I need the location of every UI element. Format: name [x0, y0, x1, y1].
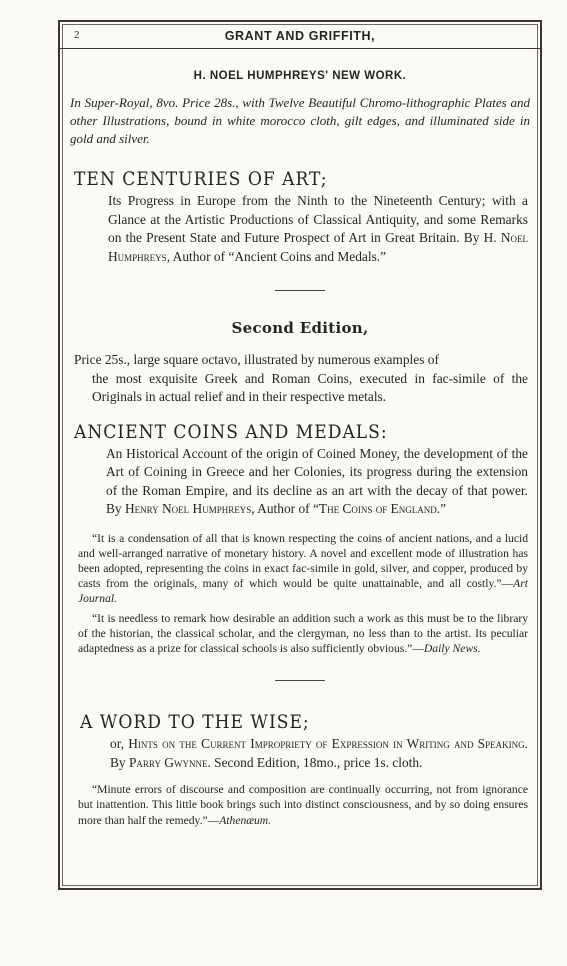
description-text: . Second Edition, 18mo., price 1s. cloth. — [207, 754, 423, 770]
quote-source: Art Journal. — [78, 577, 528, 606]
review-quote-daily-news — [78, 611, 528, 657]
work-title: The Coins of England — [318, 501, 437, 516]
description-text: or, — [110, 736, 129, 752]
description-text: , Author of “Ancient Coins and Medals.” — [166, 248, 387, 264]
price-line-first: Price 25s., large square octavo, illustrated by numerous examples of — [74, 352, 439, 367]
author-name: Noel Humphreys — [108, 230, 528, 264]
quote-text: “Minute errors of discourse and composition are continually occurring, not from ignorance but inattention. This little book brings such into distinct consciousness, and by so doing ensures more than half the remedy.”— — [78, 783, 528, 827]
page-header — [60, 28, 540, 49]
quote-text: “It is a condensation of all that is known respecting the coins of ancient nations, and a lucid and well-arranged narrative of monetary history. A novel and excellent mode of illustration has been adopted, representing the coins in exact fac-simile in gold, silver, and copper, produced by casts from the originals, many of which would be quite unattainable, and all costly.”— — [78, 531, 528, 591]
book-description-ten-centuries — [108, 192, 528, 266]
page-number: 2 — [74, 29, 80, 41]
page-content — [60, 48, 540, 828]
description-text: , Author of “ — [251, 501, 319, 516]
section-title-humphreys: H. NOEL HUMPHREYS' NEW WORK. — [193, 70, 407, 82]
page-frame — [58, 20, 542, 890]
quote-text: “It is needless to remark how desirable an addition such a work as this must be to the library of the historian, the classical scholar, and the clergyman, no less than to the artist. Its peculiar adaptedness as a prize for classical schools is also sufficiently obvious.”— — [78, 611, 528, 655]
book-title-ten-centuries: TEN CENTURIES OF ART; — [74, 168, 328, 190]
book-description-ancient-coins — [106, 445, 528, 519]
edition-note: In Super-Royal, 8vo. Price 28s., with Twelve Beautiful Chromo-lithographic Plates and other Illustrations, bound in white morocco cloth, gilt edges, and illuminated side in gold and silver. — [70, 95, 530, 146]
book-title-word-to-wise: A WORD TO THE WISE; — [80, 711, 310, 734]
price-paragraph — [74, 351, 528, 407]
divider-rule — [275, 680, 325, 681]
second-edition-heading: Second Edition, — [231, 319, 369, 337]
quote-source: Athenæum. — [219, 813, 272, 827]
review-quote-art-journal — [78, 531, 528, 607]
book-description-word-to-wise — [110, 735, 528, 772]
description-text: An Historical Account of the origin of Coined Money, the development of the Art of Coining in Greece and her Colonies, its progress during the extension of the Roman Empire, and its decline as an art with the decay of that power. By — [106, 445, 528, 516]
author-name: Parry Gwynne — [128, 754, 208, 770]
running-head: GRANT AND GRIFFITH, — [224, 29, 376, 43]
price-line-rest: the most exquisite Greek and Roman Coins, executed in fac-simile of the Originals in actual relief and in their respective metals. — [92, 370, 528, 404]
description-text: .” — [436, 501, 447, 516]
work-subtitle: Hints on the Current Impropriety of Expression in Writing and Speaking — [128, 736, 525, 752]
divider-rule — [275, 290, 325, 291]
description-text: Its Progress in Europe from the Ninth to the Nineteenth Century; with a Glance at the Artistic Productions of Classical Antiquity, and some Remarks on the Present State and Future Prospect of Art in Great Britain. By H. — [108, 193, 528, 245]
book-title-ancient-coins: ANCIENT COINS AND MEDALS: — [74, 420, 388, 443]
author-name: Henry Noel Humphreys — [124, 501, 252, 516]
description-text: . By — [110, 736, 528, 770]
quote-source: Daily News. — [423, 641, 481, 655]
review-quote-athenaeum — [78, 782, 528, 828]
